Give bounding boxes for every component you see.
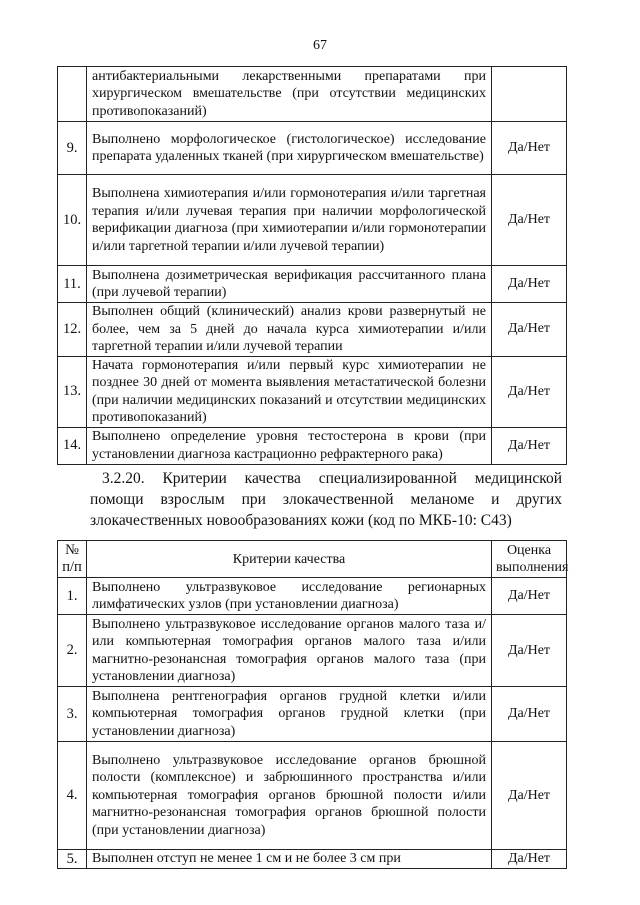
column-header-grade: Оценка выполнения <box>492 541 567 578</box>
page-number: 67 <box>313 38 327 53</box>
criterion-text: Выполнен общий (клинический) анализ крови развернутый не более, чем за 5 дней до начала курса химиотерапии и/или таргетной терапии и/или лучевой терапии <box>87 303 492 357</box>
criterion-text: Выполнено ультразвуковое исследование органов брюшной полости (комплексное) и забрюшинного пространства и/или компьютерная томография органов брюшной полости и/или магнитно-резонансная томография органов брюшной полости (при установлении диагноза) <box>87 742 492 850</box>
grade-value: Да/Нет <box>492 122 567 175</box>
criterion-text: Выполнена химиотерапия и/или гормонотерапия и/или таргетная терапия и/или лучевая терапия при наличии морфологической верификации диагноза (при химиотерапии и/или гормонотерапии и/или таргетной терапии и/или лучевой терапии) <box>87 175 492 266</box>
row-number: 14. <box>58 427 87 464</box>
criterion-text: Выполнен отступ не менее 1 см и не более 3 см при <box>87 850 492 869</box>
row-number: 3. <box>58 687 87 742</box>
table-row <box>58 742 567 850</box>
grade-value: Да/Нет <box>492 303 567 357</box>
table-row <box>58 615 567 687</box>
criterion-text: Выполнена рентгенография органов грудной клетки и/или компьютерная томография органов грудной клетки (при установлении диагноза) <box>87 687 492 742</box>
row-number: 12. <box>58 303 87 357</box>
grade-value: Да/Нет <box>492 615 567 687</box>
row-number: 10. <box>58 175 87 266</box>
table-row <box>58 303 567 357</box>
criterion-text: Выполнена дозиметрическая верификация рассчитанного плана (при лучевой терапии) <box>87 266 492 303</box>
grade-value: Да/Нет <box>492 687 567 742</box>
criterion-text: Начата гормонотерапия и/или первый курс химиотерапии не позднее 30 дней от момента выявления метастатической болезни (при наличии медицинских показаний и отсутствии медицинских противопоказаний) <box>87 356 492 427</box>
table-row <box>58 427 567 464</box>
criterion-text: Выполнено ультразвуковое исследование регионарных лимфатических узлов (при установлении диагноза) <box>87 578 492 615</box>
grade-value: Да/Нет <box>492 427 567 464</box>
grade-value: Да/Нет <box>492 742 567 850</box>
row-number: 4. <box>58 742 87 850</box>
row-number <box>58 67 87 122</box>
table-header-row <box>58 541 567 578</box>
table-row <box>58 850 567 869</box>
row-number: 2. <box>58 615 87 687</box>
row-number: 9. <box>58 122 87 175</box>
section-heading-text: 3.2.20. Критерии качества специализированной медицинской помощи взрослым при злокачественной меланоме и других злокачественных новообразованиях кожи (код по МКБ-10: C43) <box>90 470 562 529</box>
table-row <box>58 356 567 427</box>
grade-value <box>492 67 567 122</box>
column-header-number: № п/п <box>58 541 87 578</box>
row-number: 11. <box>58 266 87 303</box>
quality-criteria-table-continued <box>57 66 567 465</box>
criterion-text: антибактериальными лекарственными препаратами при хирургическом вмешательстве (при отсутствии медицинских противопоказаний) <box>87 67 492 122</box>
table-row <box>58 122 567 175</box>
table-row <box>58 175 567 266</box>
grade-value: Да/Нет <box>492 850 567 869</box>
row-number: 5. <box>58 850 87 869</box>
criterion-text: Выполнено ультразвуковое исследование органов малого таза и/или компьютерная томография органов малого таза и/или магнитно-резонансная томография органов малого таза (при установлении диагноза) <box>87 615 492 687</box>
table-row <box>58 67 567 122</box>
row-number: 13. <box>58 356 87 427</box>
grade-value: Да/Нет <box>492 175 567 266</box>
criterion-text: Выполнено морфологическое (гистологическое) исследование препарата удаленных тканей (при хирургическом вмешательстве) <box>87 122 492 175</box>
table-row <box>58 578 567 615</box>
grade-value: Да/Нет <box>492 266 567 303</box>
grade-value: Да/Нет <box>492 578 567 615</box>
melanoma-quality-criteria-table <box>57 540 567 869</box>
grade-value: Да/Нет <box>492 356 567 427</box>
section-heading <box>90 468 562 531</box>
table-row <box>58 687 567 742</box>
row-number: 1. <box>58 578 87 615</box>
table-row <box>58 266 567 303</box>
criterion-text: Выполнено определение уровня тестостерона в крови (при установлении диагноза кастрационно рефрактерного рака) <box>87 427 492 464</box>
column-header-criterion: Критерии качества <box>87 541 492 578</box>
